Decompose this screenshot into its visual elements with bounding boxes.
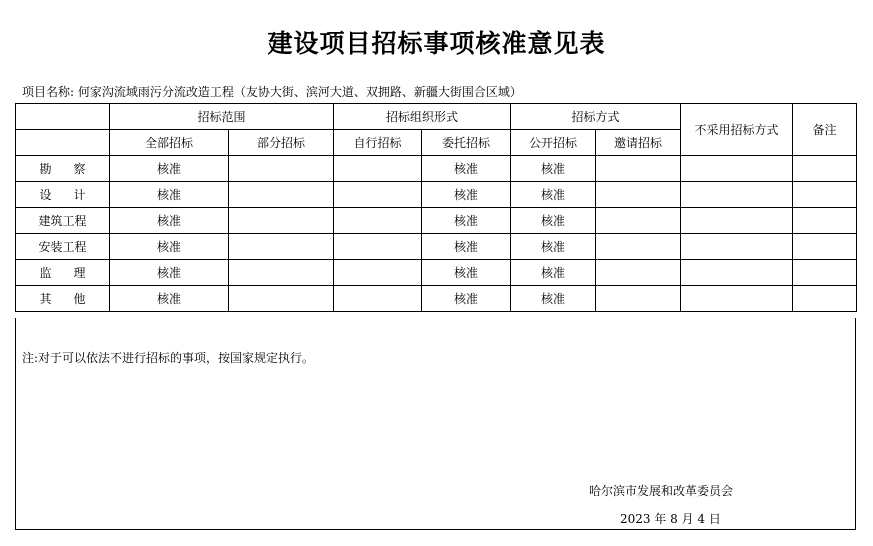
table-cell bbox=[681, 234, 793, 260]
table-cell: 核准 bbox=[511, 208, 596, 234]
table-cell bbox=[334, 234, 422, 260]
project-name-line: 项目名称: 何家沟流域雨污分流改造工程（友协大街、滨河大道、双拥路、新疆大街围合区域） bbox=[22, 85, 522, 99]
table-cell bbox=[793, 208, 857, 234]
table-cell: 核准 bbox=[110, 156, 229, 182]
row-label bbox=[16, 156, 110, 182]
table-cell bbox=[596, 208, 681, 234]
header-scope: 招标范围 bbox=[110, 104, 334, 130]
table-cell bbox=[596, 156, 681, 182]
row-label bbox=[16, 234, 110, 260]
table-cell bbox=[793, 234, 857, 260]
table-row bbox=[16, 234, 857, 260]
row-label bbox=[16, 286, 110, 312]
table-row bbox=[16, 156, 857, 182]
table-cell: 核准 bbox=[110, 286, 229, 312]
corner-cell bbox=[16, 104, 110, 130]
table-row bbox=[16, 260, 857, 286]
table-cell: 核准 bbox=[422, 234, 511, 260]
footnote: 注:对于可以依法不进行招标的事项，按国家规定执行。 bbox=[22, 351, 315, 365]
table-cell bbox=[334, 286, 422, 312]
table-cell: 核准 bbox=[110, 234, 229, 260]
table-cell bbox=[229, 260, 334, 286]
table-row bbox=[16, 286, 857, 312]
table-cell bbox=[334, 260, 422, 286]
table-cell bbox=[793, 286, 857, 312]
subheader-invited: 邀请招标 bbox=[596, 130, 681, 156]
table-cell bbox=[229, 234, 334, 260]
table-cell bbox=[229, 156, 334, 182]
subheader-open: 公开招标 bbox=[511, 130, 596, 156]
table-row bbox=[16, 182, 857, 208]
header-no-bidding: 不采用招标方式 bbox=[681, 104, 793, 156]
corner-cell-2 bbox=[16, 130, 110, 156]
table-cell bbox=[229, 182, 334, 208]
header-row-groups bbox=[16, 104, 857, 130]
document-title: 建设项目招标事项核准意见表 bbox=[267, 29, 606, 58]
row-label-text: 监理 bbox=[39, 266, 108, 280]
table-cell bbox=[793, 156, 857, 182]
approval-table bbox=[15, 103, 857, 312]
table-cell bbox=[596, 260, 681, 286]
issue-date: 2023 年 8 月 4 日 bbox=[620, 512, 721, 526]
table-cell bbox=[229, 286, 334, 312]
subheader-partial: 部分招标 bbox=[229, 130, 334, 156]
table-cell bbox=[681, 286, 793, 312]
subheader-full: 全部招标 bbox=[110, 130, 229, 156]
table-cell: 核准 bbox=[422, 182, 511, 208]
row-label bbox=[16, 208, 110, 234]
table-body bbox=[16, 156, 857, 312]
table-cell bbox=[596, 234, 681, 260]
row-label-text: 建筑工程 bbox=[38, 214, 87, 228]
table-cell: 核准 bbox=[511, 182, 596, 208]
subheader-entrusted: 委托招标 bbox=[422, 130, 511, 156]
table-cell bbox=[596, 182, 681, 208]
row-label bbox=[16, 182, 110, 208]
table-cell bbox=[681, 156, 793, 182]
subheader-self: 自行招标 bbox=[334, 130, 422, 156]
table-cell bbox=[681, 182, 793, 208]
table-cell: 核准 bbox=[110, 182, 229, 208]
table-cell: 核准 bbox=[511, 156, 596, 182]
table-cell: 核准 bbox=[422, 156, 511, 182]
table-cell: 核准 bbox=[511, 260, 596, 286]
table-cell: 核准 bbox=[110, 208, 229, 234]
table-cell bbox=[334, 156, 422, 182]
table-cell: 核准 bbox=[110, 260, 229, 286]
table-cell: 核准 bbox=[422, 260, 511, 286]
table-cell bbox=[334, 182, 422, 208]
row-label-text: 其他 bbox=[39, 292, 108, 306]
table-cell: 核准 bbox=[511, 286, 596, 312]
table-cell bbox=[681, 208, 793, 234]
header-organization: 招标组织形式 bbox=[334, 104, 511, 130]
table-cell bbox=[793, 260, 857, 286]
table-cell: 核准 bbox=[422, 286, 511, 312]
table-cell bbox=[793, 182, 857, 208]
header-method: 招标方式 bbox=[511, 104, 681, 130]
header-remarks: 备注 bbox=[793, 104, 857, 156]
row-label bbox=[16, 260, 110, 286]
row-label-text: 设计 bbox=[39, 188, 108, 202]
table-cell bbox=[681, 260, 793, 286]
table-cell: 核准 bbox=[422, 208, 511, 234]
table-cell bbox=[229, 208, 334, 234]
table-cell: 核准 bbox=[511, 234, 596, 260]
row-label-text: 安装工程 bbox=[38, 240, 87, 254]
issuing-authority: 哈尔滨市发展和改革委员会 bbox=[589, 484, 734, 498]
table-cell bbox=[596, 286, 681, 312]
row-label-text: 勘察 bbox=[39, 162, 108, 176]
table-cell bbox=[334, 208, 422, 234]
table-row bbox=[16, 208, 857, 234]
